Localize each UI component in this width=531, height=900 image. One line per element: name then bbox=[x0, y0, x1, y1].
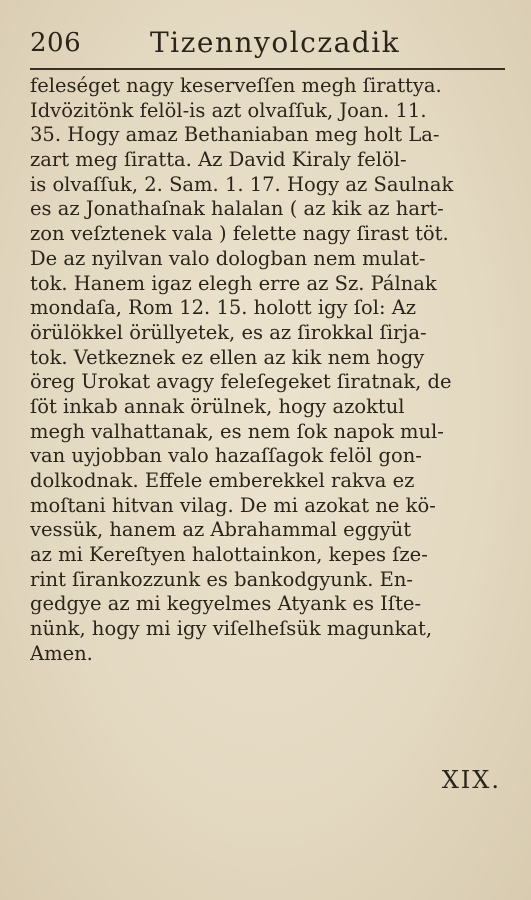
header-rule bbox=[30, 68, 505, 70]
text-line: Amen. bbox=[30, 641, 93, 665]
text-line: öreg Urokat avagy feleſegeket ſiratnak, de bbox=[30, 370, 452, 394]
text-line: dolkodnak. Effele emberekkel rakva ez bbox=[30, 469, 415, 492]
text-line: es az Jonathaſnak halalan ( az kik az hart- bbox=[30, 197, 444, 221]
catchword: XIX. bbox=[441, 766, 501, 794]
text-line: az mi Kereſtyen halottainkon, kepes ſze- bbox=[30, 543, 428, 567]
text-line: moſtani hitvan vilag. De mi azokat ne kö- bbox=[30, 493, 436, 517]
text-line: mondaſa, Rom 12. 15. holott igy ſol: Az bbox=[30, 296, 417, 320]
text-line: gedgye az mi kegyelmes Atyank es Iſte- bbox=[30, 592, 422, 616]
text-line: megh valhattanak, es nem ſok napok mul- bbox=[30, 419, 444, 443]
text-line: rint ſirankozzunk es bankodgyunk. En- bbox=[30, 567, 414, 591]
text-line: ſöt inkab annak örülnek, hogy azoktul bbox=[30, 394, 405, 418]
text-line: örülökkel örüllyetek, es az ſirokkal ſirja- bbox=[30, 320, 427, 344]
text-line: De az nyilvan valo dologban nem mulat- bbox=[30, 246, 426, 270]
text-line: zon veſztenek vala ) felette nagy ſirast töt. bbox=[30, 222, 449, 246]
page-header bbox=[30, 22, 503, 66]
text-line: 35. Hogy amaz Bethaniaban meg holt La- bbox=[30, 123, 440, 147]
text-line: van uyjobban valo hazaſſagok felöl gon- bbox=[30, 444, 422, 468]
running-head: Tizennyolczadik bbox=[150, 26, 401, 59]
text-line: feleséget nagy keserveſſen megh ſirattya. bbox=[30, 74, 442, 97]
text-line: zart meg ſiratta. Az David Kiraly felöl- bbox=[30, 148, 407, 172]
text-line: tok. Vetkeznek ez ellen az kik nem hogy bbox=[30, 345, 425, 369]
text-line: Idvözitönk felöl-is azt olvaſſuk, Joan. 11. bbox=[30, 98, 427, 122]
text-line: vessük, hanem az Abrahammal eggyüt bbox=[30, 518, 412, 542]
text-line: nünk, hogy mi igy viſelheſsük magunkat, bbox=[30, 617, 433, 641]
page-number: 206 bbox=[30, 28, 82, 58]
body-text bbox=[30, 74, 505, 667]
text-line: is olvaſſuk, 2. Sam. 1. 17. Hogy az Saulnak bbox=[30, 172, 454, 196]
text-line: tok. Hanem igaz elegh erre az Sz. Pálnak bbox=[30, 271, 437, 295]
